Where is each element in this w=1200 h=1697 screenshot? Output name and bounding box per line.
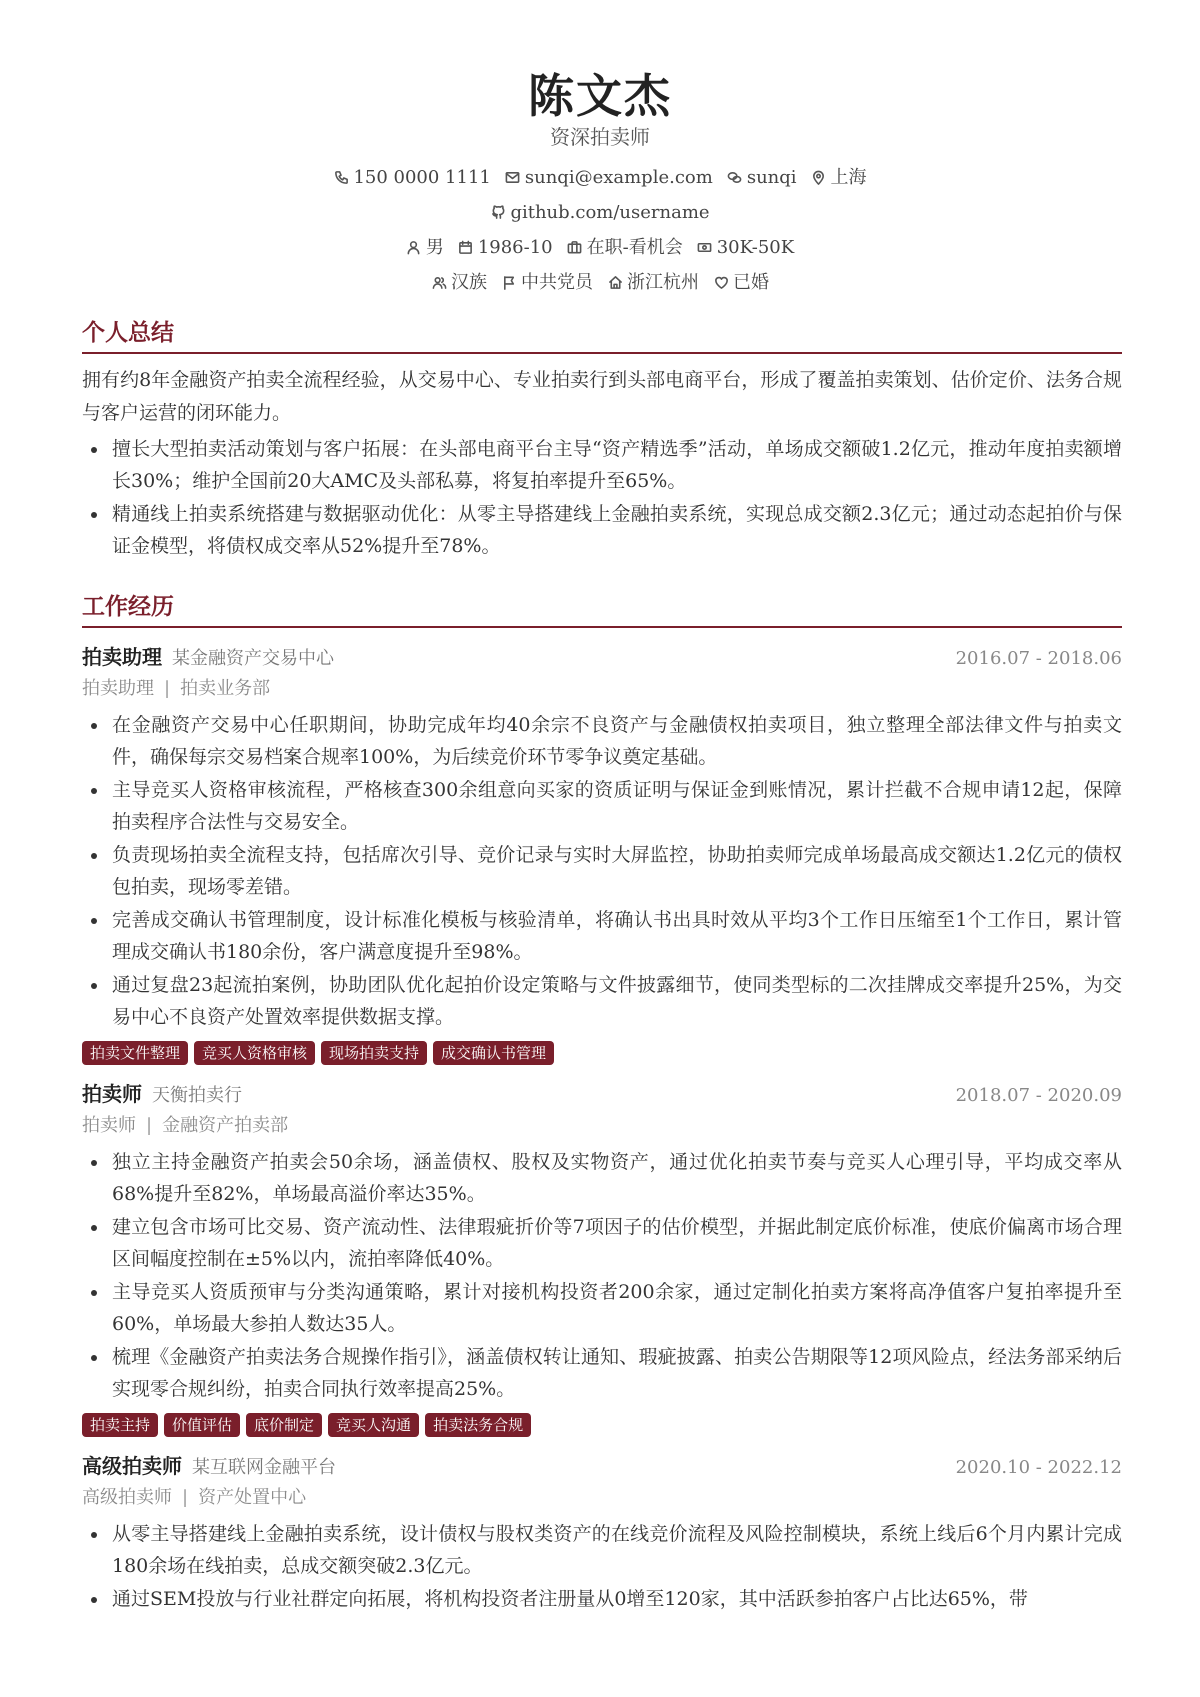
experience-section (82, 586, 1122, 1615)
ethnicity-text: 汉族 (451, 272, 487, 293)
github-info[interactable] (490, 195, 709, 230)
skill-tag: 价值评估 (164, 1413, 240, 1437)
birth-text: 1986-10 (477, 237, 553, 258)
birth-info (458, 230, 553, 265)
summary-section (82, 312, 1122, 562)
skill-tag: 拍卖文件整理 (82, 1041, 188, 1065)
status-text: 在职-看机会 (586, 237, 683, 258)
list-item: 通过复盘23起流拍案例，协助团队优化起拍价设定策略与文件披露细节，使同类型标的二次挂牌成交率提升25%，为交易中心不良资产处置效率提供数据支撑。 (82, 969, 1122, 1033)
skill-tag: 竞买人沟通 (328, 1413, 419, 1437)
job-position: 拍卖助理 (82, 678, 154, 699)
list-item: 主导竞买人资格审核流程，严格核查300余组意向买家的资质证明与保证金到账情况，累计拦截不合规申请12起，保障拍卖程序合法性与交易安全。 (82, 774, 1122, 838)
wechat-icon (727, 170, 743, 186)
personal-row-1 (82, 230, 1118, 265)
job-subtitle: 拍卖助理 | 拍卖业务部 (82, 678, 271, 699)
job-position: 高级拍卖师 (82, 1487, 172, 1508)
job-department: 金融资产拍卖部 (162, 1115, 289, 1136)
job-entry (82, 640, 1122, 1067)
email-info[interactable] (505, 160, 713, 195)
heart-icon (713, 275, 729, 291)
marital-info (713, 265, 769, 300)
email-text: sunqi@example.com (524, 167, 713, 188)
github-text: github.com/username (510, 202, 710, 223)
list-item: 从零主导搭建线上金融拍卖系统，设计债权与股权类资产的在线竞价流程及风险控制模块，系统上线后6个月内累计完成180余场在线拍卖，总成交额突破2.3亿元。 (82, 1518, 1122, 1582)
job-entry (82, 1077, 1122, 1439)
people-icon (431, 275, 447, 291)
job-department: 资产处置中心 (198, 1487, 307, 1508)
party-info (501, 265, 593, 300)
list-item: 负责现场拍卖全流程支持，包括席次引导、竞价记录与实时大屏监控，协助拍卖师完成单场最高成交额达1.2亿元的债权包拍卖，现场零差错。 (82, 839, 1122, 903)
job-date: 2018.07 - 2020.09 (955, 1085, 1122, 1106)
job-header (82, 640, 1122, 674)
briefcase-icon (567, 240, 583, 256)
candidate-name: 陈文杰 (528, 69, 672, 123)
list-item: 建立包含市场可比交易、资产流动性、法律瑕疵折价等7项因子的估价模型，并据此制定底价标准，使底价偏离市场合理区间幅度控制在±5%以内，流拍率降低40%。 (82, 1211, 1122, 1275)
job-entry (82, 1449, 1122, 1615)
job-subtitle: 拍卖师 | 金融资产拍卖部 (82, 1115, 289, 1136)
job-header (82, 1449, 1122, 1483)
list-item: 完善成交确认书管理制度，设计标准化模板与核验清单，将确认书出具时效从平均3个工作日压缩至1个工作日，累计管理成交确认书180余份，客户满意度提升至98%。 (82, 904, 1122, 968)
summary-heading: 个人总结 (82, 312, 1122, 354)
experience-heading: 工作经历 (82, 586, 1122, 628)
skill-tag: 底价制定 (246, 1413, 322, 1437)
skill-tag: 拍卖主持 (82, 1413, 158, 1437)
job-role: 高级拍卖师 (82, 1454, 182, 1478)
list-item: 主导竞买人资质预审与分类沟通策略，累计对接机构投资者200余家，通过定制化拍卖方案将高净值客户复拍率提升至60%，单场最大参拍人数达35人。 (82, 1276, 1122, 1340)
marital-text: 已婚 (733, 272, 769, 293)
job-date: 2020.10 - 2022.12 (955, 1457, 1122, 1478)
job-company: 某金融资产交易中心 (172, 648, 334, 669)
job-role: 拍卖师 (82, 1082, 142, 1106)
gender-info (406, 230, 444, 265)
list-item: 精通线上拍卖系统搭建与数据驱动优化：从零主导搭建线上金融拍卖系统，实现总成交额2.3亿元；通过动态起拍价与保证金模型，将债权成交率从52%提升至78%。 (82, 498, 1122, 562)
location-text: 上海 (830, 167, 867, 188)
mail-icon (505, 170, 521, 186)
summary-bullets (82, 433, 1122, 562)
phone-info[interactable] (333, 160, 490, 195)
list-item: 独立主持金融资产拍卖会50余场，涵盖债权、股权及实物资产，通过优化拍卖节奏与竞买人心理引导，平均成交率从68%提升至82%，单场最高溢价率达35%。 (82, 1146, 1122, 1210)
github-icon (490, 205, 506, 221)
salary-info (697, 230, 794, 265)
skill-tag: 现场拍卖支持 (321, 1041, 427, 1065)
user-icon (406, 240, 422, 256)
personal-row-2 (82, 265, 1118, 300)
skill-tag: 拍卖法务合规 (425, 1413, 531, 1437)
home-icon (607, 275, 623, 291)
location-info (811, 160, 867, 195)
list-item: 擅长大型拍卖活动策划与客户拓展：在头部电商平台主导“资产精选季”活动，单场成交额破1.2亿元，推动年度拍卖额增长30%；维护全国前20大AMC及头部私募，将复拍率提升至65%。 (82, 433, 1122, 497)
gender-text: 男 (425, 237, 444, 258)
skill-tag: 成交确认书管理 (433, 1041, 554, 1065)
calendar-icon (458, 240, 474, 256)
job-bullets (82, 1146, 1122, 1405)
skill-tag: 竞买人资格审核 (194, 1041, 315, 1065)
github-row (82, 195, 1118, 230)
job-bullets (82, 1518, 1122, 1615)
skill-tags (82, 1041, 1122, 1067)
skill-tags (82, 1413, 1122, 1439)
job-position: 拍卖师 (82, 1115, 136, 1136)
money-icon (697, 240, 713, 256)
job-company: 天衡拍卖行 (152, 1085, 242, 1106)
wechat-text: sunqi (746, 167, 797, 188)
ethnicity-info (431, 265, 487, 300)
status-info (567, 230, 683, 265)
list-item: 梳理《金融资产拍卖法务合规操作指引》，涵盖债权转让通知、瑕疵披露、拍卖公告期限等12项风险点，经法务部采纳后实现零合规纠纷，拍卖合同执行效率提高25%。 (82, 1341, 1122, 1405)
hometown-text: 浙江杭州 (627, 272, 699, 293)
job-bullets (82, 709, 1122, 1033)
candidate-title: 资深拍卖师 (550, 125, 650, 149)
job-role: 拍卖助理 (82, 645, 162, 669)
resume-header (82, 0, 1118, 300)
job-subtitle: 高级拍卖师 | 资产处置中心 (82, 1487, 307, 1508)
phone-icon (333, 170, 349, 186)
contact-row (82, 160, 1118, 195)
salary-text: 30K-50K (716, 237, 795, 258)
hometown-info (607, 265, 699, 300)
job-company: 某互联网金融平台 (192, 1457, 336, 1478)
list-item: 在金融资产交易中心任职期间，协助完成年均40余宗不良资产与金融债权拍卖项目，独立整理全部法律文件与拍卖文件，确保每宗交易档案合规率100%，为后续竞价环节零争议奠定基础。 (82, 709, 1122, 773)
flag-icon (501, 275, 517, 291)
summary-intro: 拥有约8年金融资产拍卖全流程经验，从交易中心、专业拍卖行到头部电商平台，形成了覆盖拍卖策划、估价定价、法务合规与客户运营的闭环能力。 (82, 369, 1122, 424)
party-text: 中共党员 (521, 272, 593, 293)
job-header (82, 1077, 1122, 1111)
location-icon (811, 170, 827, 186)
list-item: 通过SEM投放与行业社群定向拓展，将机构投资者注册量从0增至120家，其中活跃参拍客户占比达65%，带 (82, 1583, 1122, 1615)
job-date: 2016.07 - 2018.06 (955, 648, 1122, 669)
wechat-info[interactable] (727, 160, 797, 195)
job-department: 拍卖业务部 (180, 678, 271, 699)
phone-text: 150 0000 1111 (353, 167, 491, 188)
